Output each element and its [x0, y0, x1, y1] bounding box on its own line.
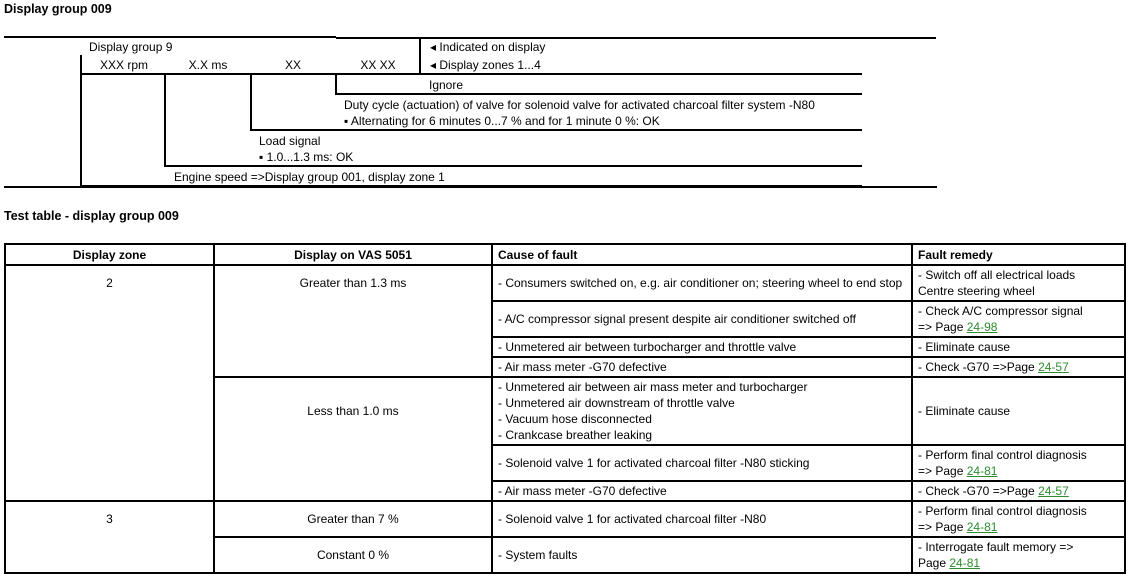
load-signal-line	[164, 165, 862, 167]
remedy-page-ref	[918, 319, 1119, 335]
remedy-page-ref	[918, 359, 1119, 375]
fault-remedy-cell	[912, 377, 1125, 445]
remedy-line: - Switch off all electrical loads	[918, 268, 1076, 282]
page-link[interactable]: 24-81	[966, 520, 998, 534]
fault-remedy-cell	[912, 481, 1125, 501]
cause-of-fault-cell	[492, 301, 912, 337]
remedy-line: - Eliminate cause	[918, 340, 1011, 354]
diagram-title: Display group 009	[4, 2, 112, 16]
cause-of-fault-cell	[492, 357, 912, 377]
cause-line: - Unmetered air between turbocharger and throttle valve	[498, 340, 797, 354]
fault-remedy-cell	[912, 357, 1125, 377]
page-ref-prefix: => Page	[918, 320, 967, 334]
table-title: Test table - display group 009	[4, 209, 179, 223]
load-signal-title: Load signal	[259, 134, 321, 148]
test-table	[4, 243, 1126, 574]
cause-line: - Air mass meter -G70 defective	[498, 360, 667, 374]
remedy-page-ref	[918, 519, 1119, 535]
legend-indicated: ◂ Indicated on display	[430, 40, 546, 54]
cause-line: - Solenoid valve 1 for activated charcoal filter -N80	[498, 512, 767, 526]
page-ref-prefix: - Check -G70 =>Page	[918, 484, 1039, 498]
table-row	[5, 501, 1125, 537]
remedy-page-ref	[918, 463, 1119, 479]
fault-remedy-cell	[912, 501, 1125, 537]
load-signal-spec: ▪ 1.0...1.3 ms: OK	[259, 150, 354, 164]
zone2-bracket	[164, 73, 166, 167]
cause-line: - Solenoid valve 1 for activated charcoal filter -N80 sticking	[498, 456, 810, 470]
cause-line: - Unmetered air between air mass meter and turbocharger	[498, 380, 808, 394]
header-cause-of-fault: Cause of fault	[492, 244, 912, 265]
duty-cycle-spec: ▪ Alternating for 6 minutes 0...7 % and for 1 minute 0 %: OK	[344, 114, 660, 128]
page-ref-prefix: => Page	[918, 464, 967, 478]
table-header-row	[5, 244, 1125, 265]
cause-of-fault-cell	[492, 377, 912, 445]
fault-remedy-cell	[912, 445, 1125, 481]
cause-line: - System faults	[498, 548, 578, 562]
cause-line: - Consumers switched on, e.g. air conditioner on; steering wheel to end stop	[498, 276, 903, 290]
header-underline	[80, 73, 862, 75]
remedy-line: - Eliminate cause	[918, 404, 1011, 418]
page-link[interactable]: 24-98	[966, 320, 998, 334]
fault-remedy-cell	[912, 301, 1125, 337]
remedy-line: - Perform final control diagnosis	[918, 448, 1087, 462]
page-ref-prefix: Page	[918, 556, 950, 570]
engine-speed-line	[80, 185, 862, 188]
ignore-line	[335, 93, 862, 95]
display-value-cell: Greater than 1.3 ms	[214, 265, 492, 377]
remedy-line: - Check A/C compressor signal	[918, 304, 1083, 318]
cause-of-fault-cell	[492, 501, 912, 537]
table-row	[5, 265, 1125, 301]
remedy-line: - Interrogate fault memory =>	[918, 540, 1074, 554]
display-zone-cell: 3	[5, 501, 214, 573]
page-link[interactable]: 24-57	[1038, 484, 1069, 498]
display-value-cell: Constant 0 %	[214, 537, 492, 573]
fault-remedy-cell	[912, 537, 1125, 573]
cause-line: - Air mass meter -G70 defective	[498, 484, 667, 498]
page-ref-prefix: - Check -G70 =>Page	[918, 360, 1039, 374]
ignore-label: Ignore	[429, 78, 464, 92]
field-xx-xx: XX XX	[360, 58, 396, 72]
field-ms: X.X ms	[188, 58, 228, 72]
page-link[interactable]: 24-81	[966, 464, 998, 478]
page-link[interactable]: 24-57	[1038, 360, 1069, 374]
field-rpm: XXX rpm	[99, 58, 148, 72]
cause-line: - Unmetered air downstream of throttle valve	[498, 396, 735, 410]
cause-of-fault-cell	[492, 337, 912, 357]
remedy-page-ref	[918, 555, 1119, 571]
header-fault-remedy: Fault remedy	[912, 244, 1125, 265]
remedy-line: Centre steering wheel	[918, 284, 1035, 298]
fault-remedy-cell	[912, 265, 1125, 301]
zone4-bracket	[335, 73, 337, 95]
display-value-cell: Less than 1.0 ms	[214, 377, 492, 501]
display-value-cell: Greater than 7 %	[214, 501, 492, 537]
cause-of-fault-cell	[492, 445, 912, 481]
field-xx: XX	[284, 58, 301, 72]
header-display-on-vas: Display on VAS 5051	[214, 244, 492, 265]
display-zone-cell: 2	[5, 265, 214, 501]
cause-line: - Crankcase breather leaking	[498, 428, 653, 442]
legend-divider	[419, 37, 421, 75]
cause-line: - A/C compressor signal present despite air conditioner switched off	[498, 312, 856, 326]
cause-of-fault-cell	[492, 265, 912, 301]
cause-of-fault-cell	[492, 481, 912, 501]
page-link[interactable]: 24-81	[949, 556, 981, 570]
remedy-page-ref	[918, 483, 1119, 499]
header-display-zone: Display zone	[5, 244, 214, 265]
zone3-bracket	[250, 73, 252, 131]
fault-remedy-cell	[912, 337, 1125, 357]
engine-speed-note: Engine speed =>Display group 001, display zone 1	[174, 170, 445, 184]
cause-line: - Vacuum hose disconnected	[498, 412, 652, 426]
diagram-top-line	[4, 36, 336, 38]
duty-cycle-title: Duty cycle (actuation) of valve for solenoid valve for activated charcoal filter system -N80	[344, 98, 815, 112]
remedy-line: - Perform final control diagnosis	[918, 504, 1087, 518]
diagram-top-line-right	[336, 37, 936, 39]
duty-cycle-line	[250, 129, 862, 131]
page-ref-prefix: => Page	[918, 520, 967, 534]
cause-of-fault-cell	[492, 537, 912, 573]
legend-zones: ◂ Display zones 1...4	[430, 58, 541, 72]
group-label: Display group 9	[89, 40, 173, 54]
